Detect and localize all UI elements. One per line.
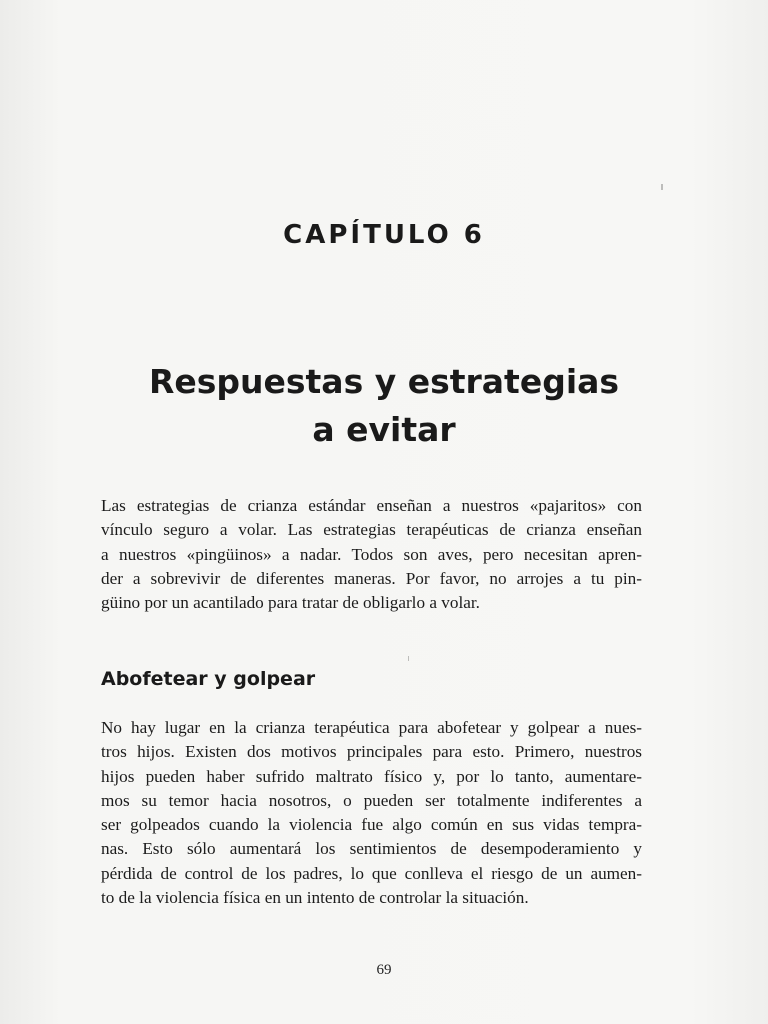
paragraph-line: No hay lugar en la crianza terapéutica para abofetear y golpear a nues-	[101, 718, 642, 737]
paragraph-line: pérdida de control de los padres, lo que conlleva el riesgo de un aumen-	[101, 863, 642, 883]
chapter-title-line-2: a evitar	[312, 410, 456, 449]
paragraph-line: tros hijos. Existen dos motivos principales para esto. Primero, nuestros	[101, 742, 642, 762]
paragraph-line: a nuestros «pingüinos» a nadar. Todos son aves, pero necesitan apren-	[101, 544, 642, 564]
paragraph-line: der a sobrevivir de diferentes maneras. Por favor, no arrojes a tu pin-	[101, 568, 642, 588]
section-heading: Abofetear y golpear	[101, 668, 316, 690]
paragraph-line: to de la violencia física en un intento de controlar la situación.	[101, 888, 529, 908]
paragraph-line: güino por un acantilado para tratar de obligarlo a volar.	[101, 593, 480, 613]
scan-speck	[661, 184, 663, 190]
paragraph-line: Las estrategias de crianza estándar enseñan a nuestros «pajaritos» con	[101, 496, 642, 515]
chapter-title-line-1: Respuestas y estrategias	[148, 362, 620, 401]
paragraph-line: mos su temor hacia nosotros, o pueden ser totalmente indiferentes a	[101, 790, 642, 810]
intro-paragraph	[101, 494, 642, 615]
scan-speck	[408, 656, 409, 661]
chapter-label: CAPÍTULO 6	[283, 220, 485, 250]
section-paragraph	[101, 716, 642, 910]
paragraph-line: ser golpeados cuando la violencia fue algo común en sus vidas tempra-	[101, 815, 642, 835]
paragraph-line: vínculo seguro a volar. Las estrategias terapéuticas de crianza enseñan	[101, 520, 642, 540]
chapter-title	[0, 358, 768, 454]
paragraph-line: hijos pueden haber sufrido maltrato físico y, por lo tanto, aumentare-	[101, 766, 642, 786]
page-number: 69	[376, 962, 392, 978]
paragraph-line: nas. Esto sólo aumentará los sentimientos de desempoderamiento y	[101, 839, 642, 859]
